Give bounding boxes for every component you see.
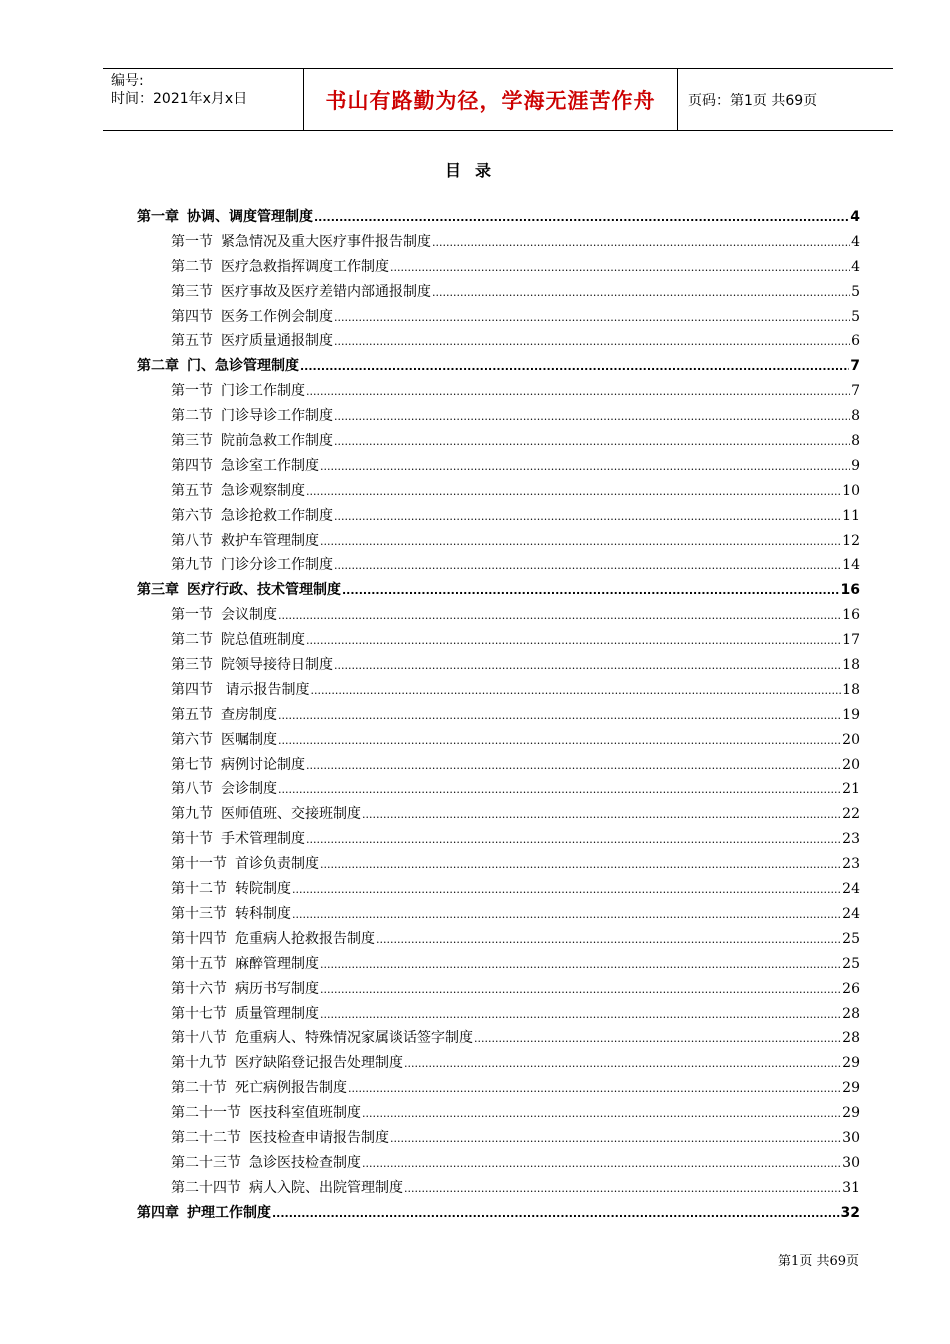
toc-entry-number: 第四节: [171, 457, 213, 474]
toc-entry-title: 死亡病例报告制度: [235, 1080, 347, 1097]
toc-entry-title: 救护车管理制度: [221, 532, 319, 549]
toc-entry-title: 协调、调度管理制度: [187, 209, 313, 225]
toc-entry-number: 第十七节: [171, 1005, 227, 1022]
toc-leader-dots: [342, 582, 840, 598]
toc-entry-number: 第八节: [171, 532, 213, 549]
toc-leader-dots: [314, 209, 849, 225]
toc-leader-dots: [320, 1006, 841, 1022]
toc-entry-page: 28: [842, 1030, 860, 1047]
toc-leader-dots: [362, 806, 841, 822]
header-page-info: 页码：第1页 共69页: [688, 92, 818, 109]
toc-section-entry[interactable]: [137, 430, 860, 455]
toc-entry-page: 14: [842, 557, 860, 574]
toc-entry-page: 23: [842, 856, 860, 873]
toc-entry-page: 24: [842, 881, 860, 898]
toc-entry-title: 医务工作例会制度: [221, 308, 333, 325]
toc-section-entry[interactable]: [137, 1077, 860, 1102]
number-label: 编号:: [111, 73, 144, 89]
toc-section-entry[interactable]: [137, 953, 860, 978]
toc-section-entry[interactable]: [137, 505, 860, 530]
toc-entry-number: 第十二节: [171, 881, 227, 898]
toc-leader-dots: [306, 831, 841, 847]
toc-entry-title: 请示报告制度: [221, 681, 310, 698]
toc-entry-title: 危重病人抢救报告制度: [235, 930, 375, 947]
toc-entry-page: 8: [851, 408, 860, 425]
toc-leader-dots: [292, 881, 841, 897]
toc-section-entry[interactable]: [137, 281, 860, 306]
toc-entry-number: 第二节: [171, 408, 213, 425]
toc-section-entry[interactable]: [137, 231, 860, 256]
toc-section-entry[interactable]: [137, 704, 860, 729]
toc-leader-dots: [404, 1180, 841, 1196]
toc-section-entry[interactable]: [137, 1152, 860, 1177]
toc-section-entry[interactable]: [137, 480, 860, 505]
toc-section-entry[interactable]: [137, 853, 860, 878]
toc-entry-title: 转院制度: [235, 881, 291, 898]
toc-entry-title: 门诊工作制度: [221, 383, 305, 400]
time-label: 时间：2021年x月x日: [111, 91, 248, 107]
toc-leader-dots: [278, 732, 841, 748]
toc-section-entry[interactable]: [137, 729, 860, 754]
toc-entry-page: 9: [851, 457, 860, 474]
toc-entry-number: 第五节: [171, 333, 213, 350]
toc-entry-number: 第四节: [171, 308, 213, 325]
toc-entry-title: 医疗行政、技术管理制度: [187, 582, 341, 599]
toc-entry-page: 4: [851, 258, 860, 275]
toc-entry-number: 第三节: [171, 283, 213, 300]
toc-section-entry[interactable]: [137, 554, 860, 579]
toc-section-entry[interactable]: [137, 903, 860, 928]
toc-entry-title: 院总值班制度: [221, 632, 305, 649]
toc-entry-title: 质量管理制度: [235, 1005, 319, 1022]
toc-leader-dots: [334, 433, 850, 449]
toc-entry-number: 第一节: [171, 383, 213, 400]
toc-entry-title: 院领导接待日制度: [221, 657, 333, 674]
toc-entry-title: 会议制度: [221, 607, 277, 624]
toc-entry-number: 第十六节: [171, 980, 227, 997]
toc-entry-title: 医技科室值班制度: [249, 1105, 361, 1122]
toc-entry-number: 第八节: [171, 781, 213, 798]
toc-entry-title: 门、急诊管理制度: [187, 358, 299, 375]
toc-entry-number: 第二十节: [171, 1080, 227, 1097]
toc-entry-page: 5: [851, 308, 860, 325]
toc-entry-number: 第七节: [171, 756, 213, 773]
toc-entry-title: 危重病人、特殊情况家属谈话签字制度: [235, 1030, 473, 1047]
toc-entry-page: 26: [842, 980, 860, 997]
toc-entry-title: 医师值班、交接班制度: [221, 806, 361, 823]
toc-chapter-entry[interactable]: [137, 1202, 860, 1227]
toc-entry-number: 第四章: [137, 1204, 179, 1221]
toc-section-entry[interactable]: [137, 754, 860, 779]
toc-entry-title: 门诊分诊工作制度: [221, 557, 333, 574]
toc-section-entry[interactable]: [137, 679, 860, 704]
toc-entry-title: 急诊室工作制度: [221, 457, 319, 474]
table-of-contents: [137, 206, 860, 1227]
header-meta: [103, 69, 304, 130]
toc-section-entry[interactable]: [137, 978, 860, 1003]
toc-entry-title: 病人入院、出院管理制度: [249, 1179, 403, 1196]
toc-leader-dots: [320, 458, 850, 474]
toc-entry-title: 医技检查申请报告制度: [249, 1129, 389, 1146]
toc-entry-page: 7: [851, 383, 860, 400]
toc-entry-number: 第二十一节: [171, 1105, 241, 1122]
toc-entry-number: 第五节: [171, 706, 213, 723]
toc-title: 目录: [444, 161, 505, 180]
toc-entry-number: 第六节: [171, 507, 213, 524]
toc-section-entry[interactable]: [137, 1052, 860, 1077]
toc-entry-number: 第三节: [171, 657, 213, 674]
toc-entry-number: 第五节: [171, 482, 213, 499]
toc-entry-number: 第三节: [171, 433, 213, 450]
toc-entry-title: 麻醉管理制度: [235, 955, 319, 972]
toc-leader-dots: [300, 358, 849, 374]
toc-entry-page: 31: [842, 1179, 860, 1196]
toc-section-entry[interactable]: [137, 256, 860, 281]
toc-section-entry[interactable]: [137, 1177, 860, 1202]
toc-entry-page: 18: [842, 657, 860, 674]
toc-entry-number: 第十节: [171, 831, 213, 848]
toc-entry-title: 门诊导诊工作制度: [221, 408, 333, 425]
toc-chapter-entry[interactable]: [137, 206, 860, 231]
toc-entry-title: 医疗质量通报制度: [221, 333, 333, 350]
toc-entry-page: 30: [842, 1154, 860, 1171]
toc-entry-page: 6: [851, 333, 860, 350]
toc-leader-dots: [334, 408, 850, 424]
toc-leader-dots: [310, 682, 841, 698]
toc-entry-page: 28: [842, 1005, 860, 1022]
toc-section-entry[interactable]: [137, 405, 860, 430]
toc-section-entry[interactable]: [137, 803, 860, 828]
toc-entry-page: 25: [842, 955, 860, 972]
toc-entry-number: 第二章: [137, 358, 179, 375]
toc-entry-number: 第四节: [171, 681, 213, 698]
toc-leader-dots: [320, 533, 841, 549]
toc-entry-page: 16: [842, 607, 860, 624]
toc-entry-title: 医疗缺陷登记报告处理制度: [235, 1055, 403, 1072]
toc-leader-dots: [334, 309, 850, 325]
toc-leader-dots: [362, 1155, 841, 1171]
toc-entry-number: 第十八节: [171, 1030, 227, 1047]
toc-entry-number: 第十四节: [171, 930, 227, 947]
toc-section-entry[interactable]: [137, 828, 860, 853]
toc-leader-dots: [432, 234, 850, 250]
toc-entry-number: 第十三节: [171, 905, 227, 922]
page-header: [103, 68, 893, 131]
toc-leader-dots: [334, 557, 841, 573]
toc-leader-dots: [320, 956, 841, 972]
toc-leader-dots: [474, 1030, 841, 1046]
toc-leader-dots: [278, 781, 841, 797]
toc-chapter-entry[interactable]: [137, 579, 860, 604]
toc-entry-page: 5: [851, 283, 860, 300]
toc-section-entry[interactable]: [137, 455, 860, 480]
toc-entry-title: 会诊制度: [221, 781, 277, 798]
toc-leader-dots: [432, 284, 850, 300]
toc-entry-page: 11: [842, 507, 860, 524]
toc-section-entry[interactable]: [137, 330, 860, 355]
toc-chapter-entry[interactable]: [137, 355, 860, 380]
toc-section-entry[interactable]: [137, 1127, 860, 1152]
toc-entry-title: 院前急救工作制度: [221, 433, 333, 450]
toc-entry-page: 22: [842, 806, 860, 823]
toc-entry-title: 急诊抢救工作制度: [221, 507, 333, 524]
toc-entry-title: 医疗急救指挥调度工作制度: [221, 258, 389, 275]
toc-entry-page: 32: [840, 1204, 860, 1221]
toc-section-entry[interactable]: [137, 1102, 860, 1127]
toc-leader-dots: [278, 607, 841, 623]
toc-entry-page: 21: [842, 781, 860, 798]
toc-entry-page: 8: [851, 433, 860, 450]
toc-leader-dots: [278, 707, 841, 723]
toc-section-entry[interactable]: [137, 928, 860, 953]
toc-section-entry[interactable]: [137, 654, 860, 679]
toc-entry-page: 17: [842, 632, 860, 649]
toc-entry-page: 24: [842, 905, 860, 922]
toc-leader-dots: [320, 856, 841, 872]
toc-leader-dots: [292, 906, 841, 922]
toc-entry-title: 急诊观察制度: [221, 482, 305, 499]
toc-entry-number: 第三章: [137, 582, 179, 599]
toc-leader-dots: [334, 657, 841, 673]
toc-entry-page: 16: [840, 582, 860, 599]
toc-entry-title: 转科制度: [235, 905, 291, 922]
toc-section-entry[interactable]: [137, 604, 860, 629]
toc-entry-page: 29: [842, 1080, 860, 1097]
toc-entry-number: 第二十四节: [171, 1179, 241, 1196]
header-motto: 书山有路勤为径，学海无涯苦作舟: [304, 69, 678, 130]
toc-section-entry[interactable]: [137, 1027, 860, 1052]
toc-entry-number: 第十一节: [171, 856, 227, 873]
toc-entry-page: 10: [842, 482, 860, 499]
toc-entry-number: 第二节: [171, 258, 213, 275]
toc-entry-number: 第一节: [171, 233, 213, 250]
toc-section-entry[interactable]: [137, 778, 860, 803]
toc-leader-dots: [376, 931, 841, 947]
toc-entry-page: 30: [842, 1129, 860, 1146]
toc-entry-title: 病例讨论制度: [221, 756, 305, 773]
toc-section-entry[interactable]: [137, 530, 860, 555]
toc-leader-dots: [306, 383, 850, 399]
toc-entry-title: 查房制度: [221, 706, 277, 723]
toc-leader-dots: [390, 259, 850, 275]
toc-entry-page: 19: [842, 706, 860, 723]
toc-entry-page: 4: [850, 209, 860, 225]
toc-entry-title: 病历书写制度: [235, 980, 319, 997]
toc-leader-dots: [306, 632, 841, 648]
toc-entry-title: 首诊负责制度: [235, 856, 319, 873]
toc-entry-title: 医疗事故及医疗差错内部通报制度: [221, 283, 431, 300]
toc-entry-page: 29: [842, 1105, 860, 1122]
toc-section-entry[interactable]: [137, 306, 860, 331]
toc-leader-dots: [320, 981, 841, 997]
toc-entry-number: 第二十二节: [171, 1129, 241, 1146]
toc-entry-number: 第二节: [171, 632, 213, 649]
toc-entry-title: 手术管理制度: [221, 831, 305, 848]
toc-entry-page: 20: [842, 756, 860, 773]
toc-entry-page: 25: [842, 930, 860, 947]
toc-entry-page: 23: [842, 831, 860, 848]
toc-entry-page: 4: [851, 233, 860, 250]
toc-entry-title: 护理工作制度: [187, 1204, 271, 1221]
toc-entry-title: 急诊医技检查制度: [249, 1154, 361, 1171]
toc-leader-dots: [390, 1130, 841, 1146]
toc-entry-number: 第九节: [171, 806, 213, 823]
toc-entry-page: 20: [842, 731, 860, 748]
toc-entry-title: 医嘱制度: [221, 731, 277, 748]
page-footer: 第1页 共69页: [778, 1254, 859, 1269]
toc-entry-number: 第六节: [171, 731, 213, 748]
toc-entry-page: 18: [842, 681, 860, 698]
toc-leader-dots: [272, 1205, 840, 1221]
toc-leader-dots: [334, 508, 841, 524]
toc-entry-number: 第二十三节: [171, 1154, 241, 1171]
toc-leader-dots: [362, 1105, 841, 1121]
toc-leader-dots: [348, 1080, 841, 1096]
toc-section-entry[interactable]: [137, 1003, 860, 1028]
toc-section-entry[interactable]: [137, 629, 860, 654]
toc-entry-number: 第十五节: [171, 955, 227, 972]
toc-entry-page: 12: [842, 532, 860, 549]
toc-leader-dots: [334, 333, 850, 349]
toc-entry-number: 第十九节: [171, 1055, 227, 1072]
toc-entry-number: 第一节: [171, 607, 213, 624]
toc-entry-number: 第九节: [171, 557, 213, 574]
toc-section-entry[interactable]: [137, 380, 860, 405]
toc-leader-dots: [306, 483, 841, 499]
toc-leader-dots: [404, 1055, 841, 1071]
toc-section-entry[interactable]: [137, 878, 860, 903]
toc-entry-page: 29: [842, 1055, 860, 1072]
toc-entry-title: 紧急情况及重大医疗事件报告制度: [221, 233, 431, 250]
toc-entry-number: 第一章: [137, 209, 179, 225]
toc-entry-page: 7: [850, 358, 860, 375]
toc-leader-dots: [306, 757, 841, 773]
